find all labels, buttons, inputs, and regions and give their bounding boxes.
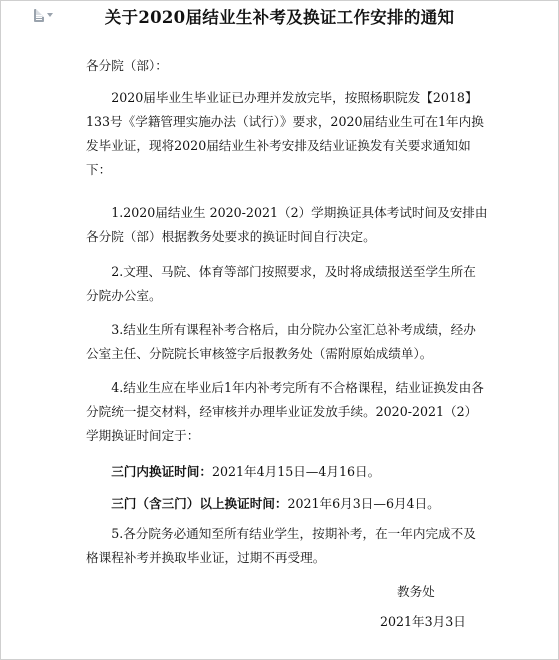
schedule-2-value: 2021年6月3日—6月4日。 (287, 496, 440, 511)
item-2: 2.文理、马院、体育等部门按照要求，及时将成绩报送至学生所在分院办公室。 (86, 264, 476, 303)
item-4: 4.结业生应在毕业后1年内补考完所有不合格课程，结业证换发由各分院统一提交材料，经审核并办理毕业证发放手续。2020-2021（2）学期换证时间定于： (86, 380, 484, 443)
item-4-block (86, 376, 488, 448)
signature-date: 2021年3月3日 (380, 614, 466, 629)
salutation: 各分院（部）： (86, 58, 168, 73)
item-1: 1.2020届结业生 2020-2021（2）学期换证具体考试时间及安排由各分院（部）根据教务处要求的换证时间自行决定。 (86, 205, 488, 244)
intro-paragraph: 2020届毕业生毕业证已办理并发放完毕，按照杨职院发【2018】133号《学籍管理实施办法（试行）》要求，2020届结业生可在1年内换发毕业证，现将2020届结业生补考安排及结业证换发有关要求通知如下： (86, 90, 484, 177)
signature-office: 教务处 (397, 584, 435, 599)
schedule-1 (86, 460, 488, 484)
item-3-block (86, 318, 488, 366)
item-1-block (86, 201, 488, 249)
schedule-1-value: 2021年4月15日—4月16日。 (211, 464, 381, 479)
document-body (86, 54, 488, 78)
intro-block (86, 86, 488, 182)
item-3: 3.结业生所有课程补考合格后，由分院办公室汇总补考成绩，经办公室主任、分院院长审核签字后报教务处（需附原始成绩单）。 (86, 322, 476, 361)
schedule-2-label: 三门（含三门）以上换证时间： (111, 496, 288, 511)
item-2-block (86, 260, 488, 308)
item-5: 5.各分院务必通知至所有结业学生，按期补考，在一年内完成不及格课程补考并换取毕业证，过期不再受理。 (86, 526, 476, 565)
schedule-2 (86, 492, 488, 516)
document-title: 关于2020届结业生补考及换证工作安排的通知 (104, 8, 455, 27)
schedule-1-label: 三门内换证时间： (111, 464, 212, 479)
item-5-block (86, 522, 488, 570)
